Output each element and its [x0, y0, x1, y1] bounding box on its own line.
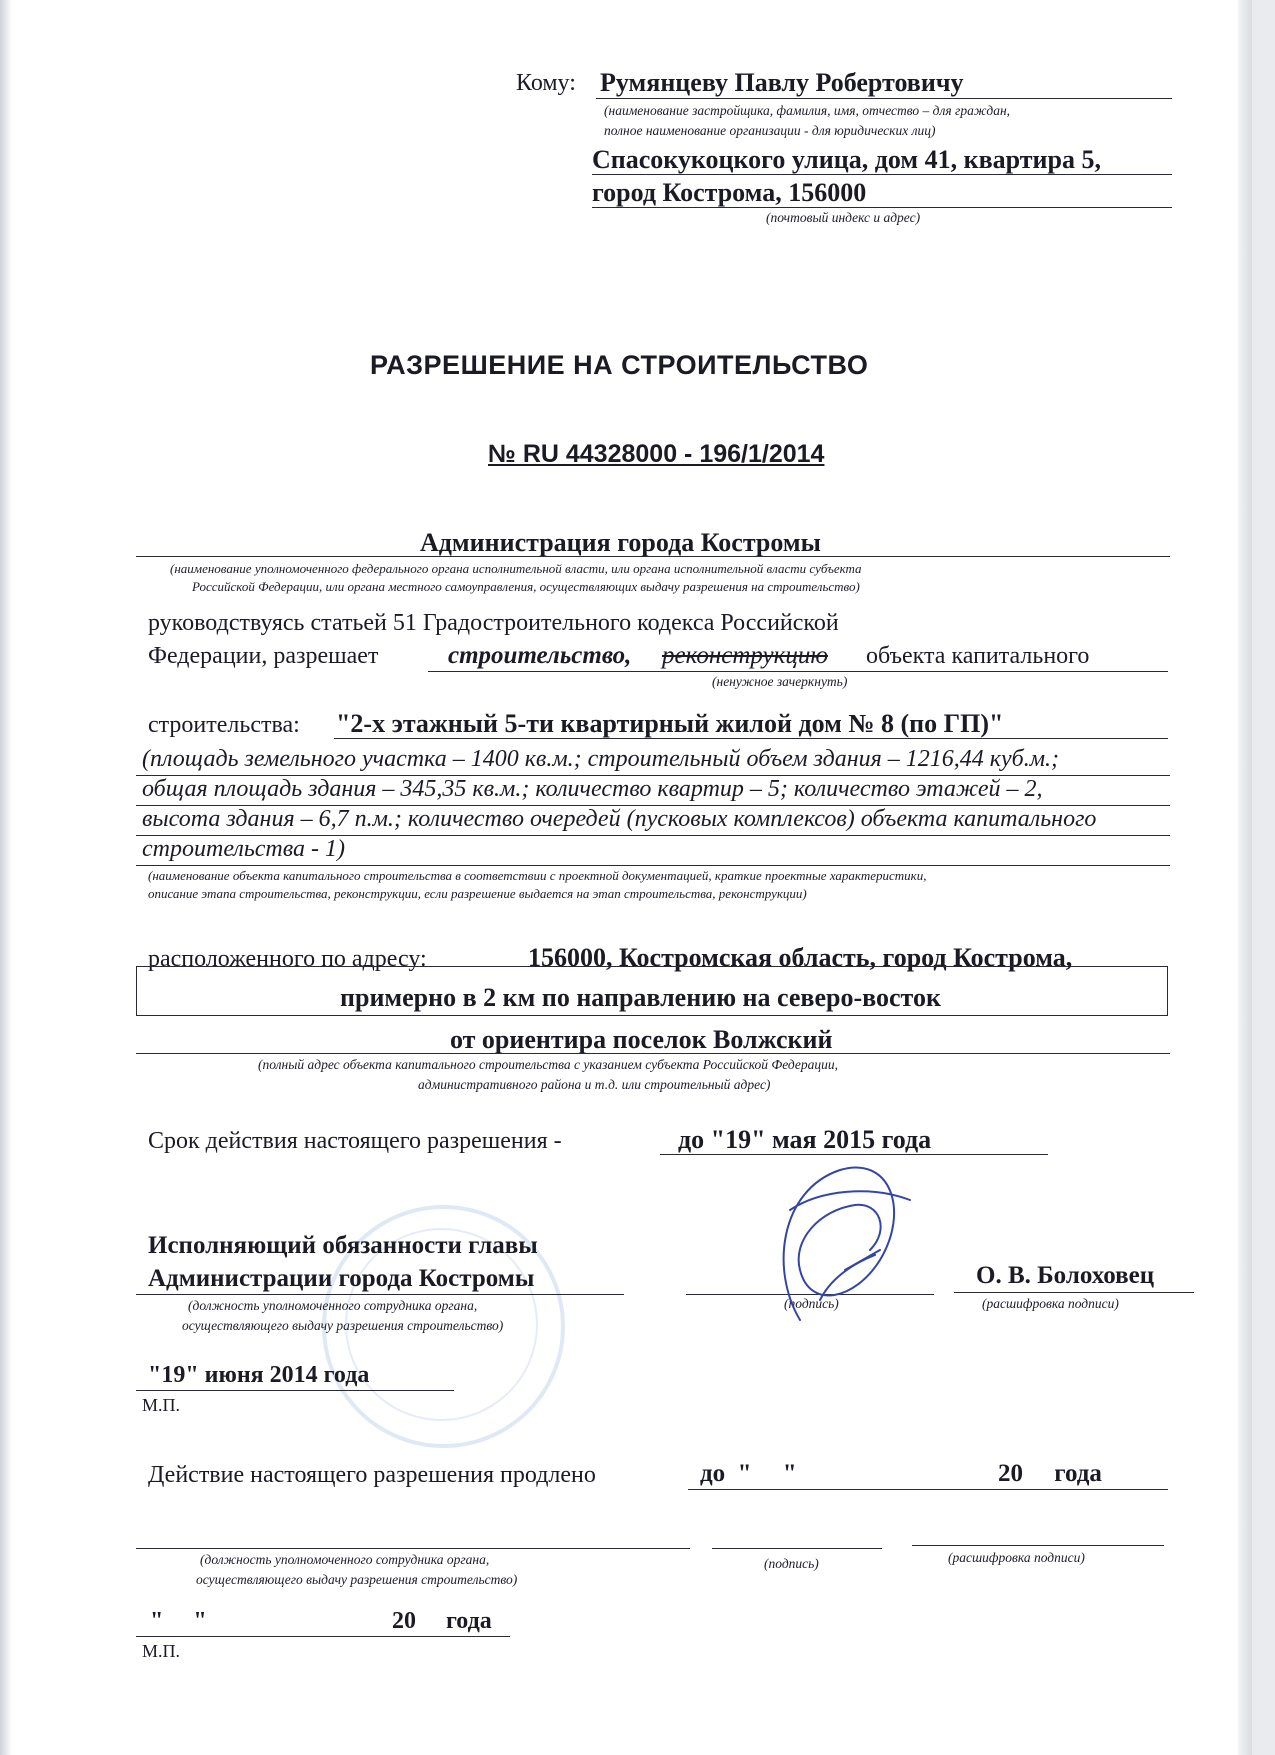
extension-date-quotes: " ": [150, 1608, 207, 1634]
recipient-name-line: [596, 98, 1172, 99]
extension-name-line: [912, 1545, 1164, 1546]
signer-position-2: Администрации города Костромы: [148, 1265, 535, 1292]
extension-position-hint-1: (должность уполномоченного сотрудника органа,: [200, 1552, 490, 1567]
decode-hint: (расшифровка подписи): [982, 1296, 1119, 1311]
permit-number: № RU 44328000 - 196/1/2014: [488, 440, 825, 468]
extension-decode-hint: (расшифровка подписи): [948, 1550, 1085, 1565]
extension-date-line: [688, 1489, 1168, 1490]
construction-type-line: [428, 671, 1168, 672]
extension-position-hint-2: осуществляющего выдачу разрешения строительство): [196, 1572, 518, 1587]
extension-signature-line: [712, 1548, 882, 1549]
extension-position-line: [136, 1548, 690, 1549]
recipient-address-line-2: [592, 207, 1172, 208]
signer-position-hint-2: осуществляющего выдачу разрешения строительство): [182, 1318, 504, 1333]
body-line-2-suffix: объекта капитального: [866, 643, 1090, 669]
signer-position-hint-1: (должность уполномоченного сотрудника органа,: [188, 1298, 478, 1313]
recipient-name-hint-2: полное наименование организации - для юридических лиц): [604, 123, 936, 138]
validity-value: до "19" мая 2015 года: [678, 1125, 932, 1154]
recipient-address-2: город Кострома, 156000: [592, 178, 867, 207]
object-address-hint-2: административного района и т.д. или строительный адрес): [418, 1077, 771, 1092]
body-line-1: руководствуясь статьей 51 Градостроительного кодекса Российской: [148, 610, 839, 636]
extension-signature-hint: (подпись): [764, 1556, 819, 1571]
signature-hint: (подпись): [784, 1296, 839, 1311]
recipient-address-1: Спасокукоцкого улица, дом 41, квартира 5,: [592, 145, 1101, 174]
seal-label: М.П.: [142, 1395, 181, 1415]
extension-date-year: 20 года: [392, 1608, 492, 1634]
object-name: "2-х этажный 5-ти квартирный жилой дом № 8 (по ГП)": [336, 709, 1004, 738]
body-line-2-prefix: Федерации, разрешает: [148, 643, 379, 669]
object-params-hint-2: описание этапа строительства, реконструкции, если разрешение выдается на этап строительства, реконструкции): [148, 886, 807, 901]
authority-hint-1: (наименование уполномоченного федерального органа исполнительной власти, или органа исполнительной власти субъекта: [170, 561, 862, 576]
object-params-1: (площадь земельного участка – 1400 кв.м.; строительный объем здания – 1216,44 куб.м.;: [142, 746, 1060, 772]
object-params-2: общая площадь здания – 345,35 кв.м.; количество квартир – 5; количество этажей – 2,: [142, 776, 1043, 802]
extension-label: Действие настоящего разрешения продлено: [148, 1462, 596, 1488]
authority-line: [136, 556, 1170, 557]
object-address-hint-1: (полный адрес объекта капитального строительства с указанием субъекта Российской Федерации,: [258, 1057, 839, 1072]
recipient-name-hint-1: (наименование застройщика, фамилия, имя, отчество – для граждан,: [604, 103, 1011, 118]
handwritten-signature: [760, 1150, 920, 1340]
issue-date-line: [136, 1390, 454, 1391]
issue-date: "19" июня 2014 года: [148, 1362, 370, 1388]
object-address-1: 156000, Костромская область, город Кострома,: [528, 943, 1073, 972]
object-label: строительства:: [148, 712, 300, 738]
signer-position-1: Исполняющий обязанности главы: [148, 1232, 538, 1259]
object-params-4: строительства - 1): [142, 836, 345, 862]
recipient-label: Кому:: [516, 70, 576, 96]
object-address-3: от ориентира поселок Волжский: [450, 1025, 833, 1054]
issuing-authority: Администрация города Костромы: [420, 528, 821, 557]
recipient-address-line-1: [592, 174, 1172, 175]
extension-date-underline: [136, 1636, 510, 1637]
address-label: расположенного по адресу:: [148, 946, 427, 972]
object-address-2: примерно в 2 км по направлению на северо-восток: [340, 983, 941, 1012]
extension-until: до " ": [700, 1460, 797, 1487]
signer-position-line: [136, 1294, 624, 1295]
signer-name: О. В. Болоховец: [976, 1262, 1155, 1289]
recipient-address-hint: (почтовый индекс и адрес): [766, 210, 921, 225]
authority-hint-2: Российской Федерации, или органа местного самоуправления, осуществляющих выдачу разрешения на строительство): [192, 579, 860, 594]
object-params-3: высота здания – 6,7 п.м.; количество очередей (пусковых комплексов) объекта капитального: [142, 806, 1097, 832]
scan-right-edge: [1238, 0, 1252, 1755]
object-address-line: [136, 1053, 1170, 1054]
recipient-name: Румянцеву Павлу Робертовичу: [600, 68, 964, 97]
reconstruction-option-struck: реконструкцию: [662, 642, 828, 669]
signer-name-line: [954, 1292, 1194, 1293]
extension-year: 20 года: [998, 1460, 1102, 1487]
strike-hint: (ненужное зачеркнуть): [712, 674, 848, 689]
page-title: РАЗРЕШЕНИЕ НА СТРОИТЕЛЬСТВО: [370, 350, 869, 380]
object-params-line-4: [136, 865, 1170, 866]
validity-label: Срок действия настоящего разрешения -: [148, 1128, 562, 1154]
extension-seal-label: М.П.: [142, 1641, 181, 1661]
scan-left-edge: [0, 0, 12, 1755]
object-params-hint-1: (наименование объекта капитального строительства в соответствии с проектной документацией, краткие проектные характеристики,: [148, 868, 927, 883]
object-name-line: [334, 738, 1168, 739]
construction-option: строительство,: [448, 642, 632, 669]
